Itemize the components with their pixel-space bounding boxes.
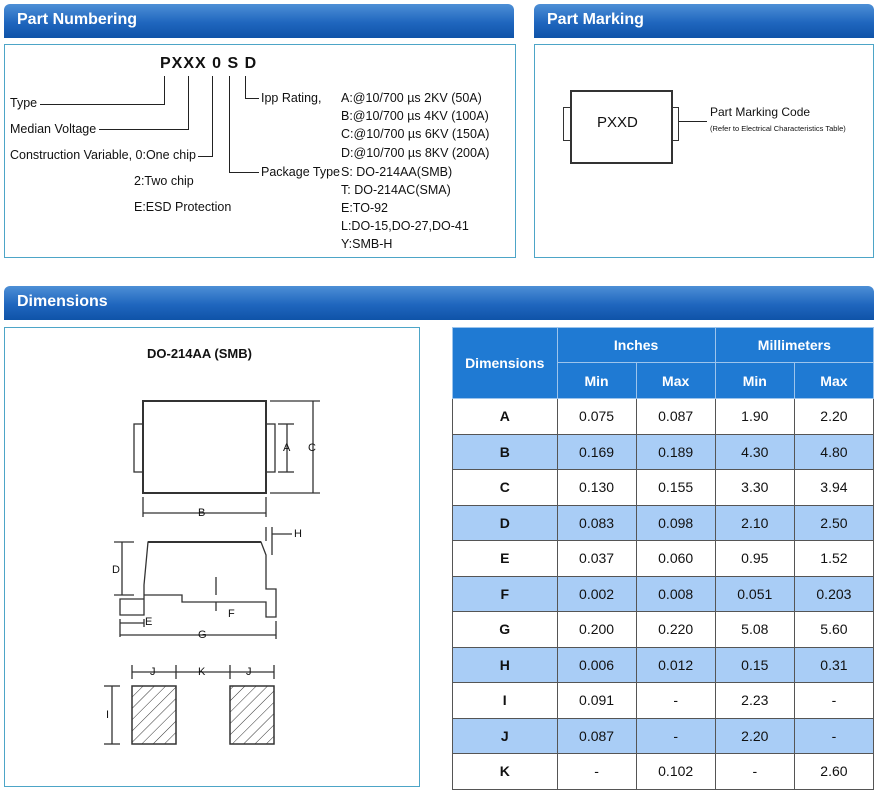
table-row [453, 470, 874, 506]
cell-in-min: 0.091 [557, 683, 636, 719]
cell-in-min: 0.087 [557, 718, 636, 754]
dimensions-table [452, 327, 874, 790]
cell-mm-max: 4.80 [794, 434, 873, 470]
two-chip-label: 2:Two chip [134, 174, 194, 188]
package-connector-h [229, 172, 259, 173]
marking-leader-line [679, 121, 707, 122]
construction-connector-h [198, 156, 213, 157]
cell-in-max: 0.220 [636, 612, 715, 648]
ipp-option: A:@10/700 µs 2KV (50A) [341, 91, 482, 105]
cell-mm-min: 0.15 [715, 647, 794, 683]
cell-mm-max: 2.50 [794, 505, 873, 541]
cell-dim: I [453, 683, 558, 719]
dim-letter-g: G [198, 629, 207, 641]
cell-mm-max: 3.94 [794, 470, 873, 506]
ipp-connector [245, 76, 246, 98]
ipp-option: C:@10/700 µs 6KV (150A) [341, 127, 490, 141]
cell-in-min: - [557, 754, 636, 790]
cell-in-min: 0.006 [557, 647, 636, 683]
cell-in-max: - [636, 718, 715, 754]
voltage-connector-h [99, 129, 189, 130]
cell-in-min: 0.037 [557, 541, 636, 577]
dimensions-header [4, 286, 874, 320]
cell-mm-max: - [794, 683, 873, 719]
cell-dim: F [453, 576, 558, 612]
header-min: Min [557, 363, 636, 399]
dim-letter-d: D [112, 564, 120, 576]
table-row [453, 612, 874, 648]
cell-in-min: 0.169 [557, 434, 636, 470]
cell-dim: J [453, 718, 558, 754]
table-row [453, 399, 874, 435]
table-row [453, 647, 874, 683]
cell-mm-max: 1.52 [794, 541, 873, 577]
cell-mm-min: 0.95 [715, 541, 794, 577]
cell-mm-max: 5.60 [794, 612, 873, 648]
table-row [453, 541, 874, 577]
cell-mm-min: 5.08 [715, 612, 794, 648]
header-millimeters: Millimeters [715, 328, 873, 363]
median-voltage-label: Median Voltage [10, 122, 97, 136]
ipp-option: D:@10/700 µs 8KV (200A) [341, 146, 490, 160]
cell-dim: E [453, 541, 558, 577]
cell-in-max: 0.008 [636, 576, 715, 612]
part-numbering-title: Part Numbering [17, 11, 138, 28]
package-option: Y:SMB-H [341, 237, 393, 251]
esd-label: E:ESD Protection [134, 200, 232, 214]
header-dimensions: Dimensions [453, 328, 558, 399]
cell-in-min: 0.002 [557, 576, 636, 612]
package-type-label: Package Type [261, 165, 340, 179]
dim-letter-k: K [198, 666, 206, 678]
construction-connector [212, 76, 213, 156]
construction-label: Construction Variable, 0:One chip [10, 148, 196, 162]
part-numbering-header [4, 4, 514, 38]
dim-letter-j: J [150, 666, 156, 678]
part-marking-header [534, 4, 874, 38]
cell-mm-min: 3.30 [715, 470, 794, 506]
package-option: T: DO-214AC(SMA) [341, 183, 451, 197]
cell-dim: A [453, 399, 558, 435]
cell-dim: B [453, 434, 558, 470]
type-label: Type [10, 96, 38, 110]
dim-letter-a: A [283, 442, 291, 454]
dim-letter-b: B [198, 507, 206, 519]
part-number-code: PXXX 0 S D [160, 55, 258, 72]
table-row [453, 754, 874, 790]
package-option: L:DO-15,DO-27,DO-41 [341, 219, 469, 233]
part-marking-title: Part Marking [547, 11, 644, 28]
cell-dim: G [453, 612, 558, 648]
cell-mm-min: 2.10 [715, 505, 794, 541]
cell-dim: K [453, 754, 558, 790]
header-max: Max [636, 363, 715, 399]
cell-in-max: 0.060 [636, 541, 715, 577]
type-connector-h [40, 104, 165, 105]
header-max: Max [794, 363, 873, 399]
dim-letter-j: J [246, 666, 252, 678]
header-min: Min [715, 363, 794, 399]
package-option: E:TO-92 [341, 201, 389, 215]
dimensions-table-body [453, 399, 874, 790]
voltage-connector [188, 76, 189, 129]
ipp-connector-h [245, 98, 259, 99]
table-row [453, 718, 874, 754]
cell-mm-min: - [715, 754, 794, 790]
package-option: S: DO-214AA(SMB) [341, 165, 453, 179]
table-row [453, 576, 874, 612]
cell-mm-max: 0.31 [794, 647, 873, 683]
dim-letter-i: I [106, 709, 110, 721]
dim-letter-e: E [145, 616, 153, 628]
cell-dim: C [453, 470, 558, 506]
cell-in-max: 0.087 [636, 399, 715, 435]
dim-letter-h: H [294, 528, 302, 540]
dim-letter-f: F [228, 608, 235, 620]
marking-text: PXXD [597, 114, 638, 131]
cell-in-min: 0.075 [557, 399, 636, 435]
dimensions-title: Dimensions [17, 293, 108, 310]
cell-in-max: 0.189 [636, 434, 715, 470]
cell-dim: D [453, 505, 558, 541]
cell-in-min: 0.200 [557, 612, 636, 648]
dim-letter-c: C [308, 442, 316, 454]
cell-mm-min: 0.051 [715, 576, 794, 612]
cell-in-max: - [636, 683, 715, 719]
cell-mm-min: 2.20 [715, 718, 794, 754]
package-drawing [4, 327, 420, 787]
cell-mm-max: - [794, 718, 873, 754]
drawing-title: DO-214AA (SMB) [147, 346, 252, 361]
ipp-option: B:@10/700 µs 4KV (100A) [341, 109, 489, 123]
table-row [453, 505, 874, 541]
cell-mm-min: 1.90 [715, 399, 794, 435]
cell-mm-max: 0.203 [794, 576, 873, 612]
ipp-rating-label: Ipp Rating, [261, 91, 322, 105]
cell-in-max: 0.098 [636, 505, 715, 541]
cell-in-max: 0.155 [636, 470, 715, 506]
package-connector [229, 76, 230, 172]
cell-in-max: 0.102 [636, 754, 715, 790]
header-inches: Inches [557, 328, 715, 363]
cell-mm-max: 2.60 [794, 754, 873, 790]
table-row [453, 434, 874, 470]
cell-in-min: 0.130 [557, 470, 636, 506]
cell-mm-min: 4.30 [715, 434, 794, 470]
marking-code-label: Part Marking Code [710, 105, 811, 119]
cell-dim: H [453, 647, 558, 683]
cell-in-min: 0.083 [557, 505, 636, 541]
cell-in-max: 0.012 [636, 647, 715, 683]
table-row [453, 683, 874, 719]
type-connector [164, 76, 165, 104]
cell-mm-max: 2.20 [794, 399, 873, 435]
marking-code-note: (Refer to Electrical Characteristics Table) [710, 124, 846, 133]
cell-mm-min: 2.23 [715, 683, 794, 719]
